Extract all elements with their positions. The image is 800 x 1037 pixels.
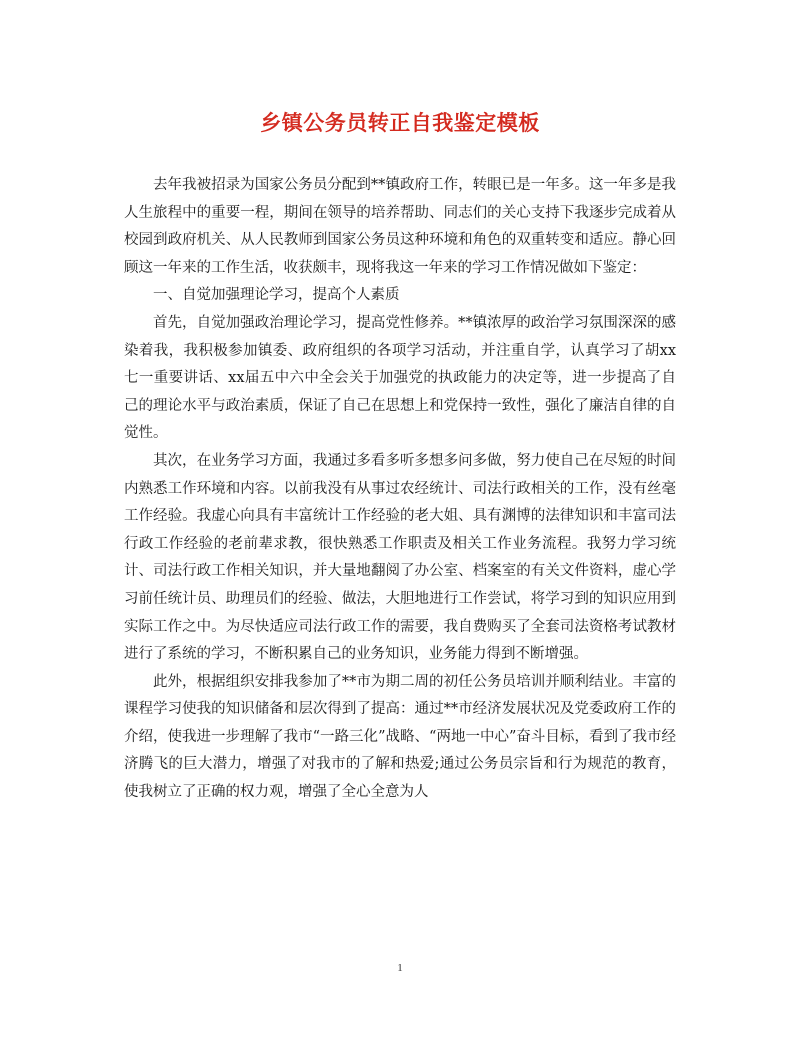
section-heading-1: 一、自觉加强理论学习，提高个人素质 xyxy=(153,287,400,304)
paragraph-intro: 去年我被招录为国家公务员分配到**镇政府工作，转眼已是一年多。这一年多是我人生旅程中的重要一程，期间在领导的培养帮助、同志们的关心支持下我逐步完成着从校园到政府机关、从人民教师到国家公务员这种环境和角色的双重转变和适应。静心回顾这一年来的工作生活，收获颇丰，现将我这一年来的学习工作情况做如下鉴定： xyxy=(124,177,676,276)
paragraph-third: 此外，根据组织安排我参加了**市为期二周的初任公务员培训并顺利结业。丰富的课程学习使我的知识储备和层次得到了提高：通过**市经济发展状况及党委政府工作的介绍，使我进一步理解了我市“一路三化”战略、“两地一中心”奋斗目标，看到了我市经济腾飞的巨大潜力，增强了对我市的了解和热爱;通过公务员宗旨和行为规范的教育，使我树立了正确的权力观，增强了全心全意为人 xyxy=(124,673,676,801)
document-body xyxy=(124,172,676,807)
page-number: 1 xyxy=(397,962,403,974)
paragraph-first: 首先，自觉加强政治理论学习，提高党性修养。**镇浓厚的政治学习氛围深深的感染着我，我积极参加镇委、政府组织的各项学习活动，并注重自学，认真学习了胡xx七一重要讲话、xx届五中六中全会关于加强党的执政能力的决定等，进一步提高了自己的理论水平与政治素质，保证了自己在思想上和党保持一致性，强化了廉洁自律的自觉性。 xyxy=(124,314,676,442)
paragraph-second: 其次，在业务学习方面，我通过多看多听多想多问多做，努力使自己在尽短的时间内熟悉工作环境和内容。以前我没有从事过农经统计、司法行政相关的工作，没有丝毫工作经验。我虚心向具有丰富统计工作经验的老大姐、具有渊博的法律知识和丰富司法行政工作经验的老前辈求教，很快熟悉工作职责及相关工作业务流程。我努力学习统计、司法行政工作相关知识，并大量地翻阅了办公室、档案室的有关文件资料，虚心学习前任统计员、助理员们的经验、做法，大胆地进行工作尝试，将学习到的知识应用到实际工作之中。为尽快适应司法行政工作的需要，我自费购买了全套司法资格考试教材进行了系统的学习，不断积累自己的业务知识，业务能力得到不断增强。 xyxy=(124,452,676,663)
document-title: 乡镇公务员转正自我鉴定模板 xyxy=(260,110,540,135)
